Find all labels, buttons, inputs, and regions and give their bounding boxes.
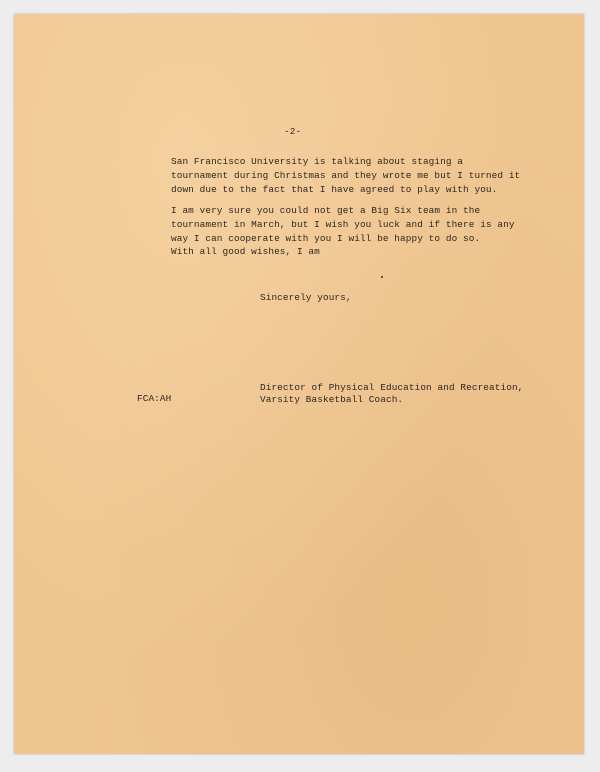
signer-title-line: Director of Physical Education and Recreation,: [260, 382, 524, 393]
paragraph-1-line: tournament during Christmas and they wrote me but I turned it: [171, 170, 521, 181]
paragraph-3: With all good wishes, I am: [171, 246, 320, 257]
closing: Sincerely yours,: [260, 292, 352, 303]
paragraph-2-line: tournament in March, but I wish you luck and if there is any: [171, 219, 515, 230]
letter-paper: [14, 14, 584, 754]
page-number: -2-: [284, 126, 302, 137]
ink-speck: [381, 276, 383, 278]
reference-initials: FCA:AH: [137, 393, 172, 404]
signer-title-line: Varsity Basketball Coach.: [260, 394, 404, 405]
paragraph-2-line: way I can cooperate with you I will be happy to do so.: [171, 233, 481, 244]
paragraph-1-line: down due to the fact that I have agreed to play with you.: [171, 184, 498, 195]
paragraph-2: [171, 204, 515, 246]
signer-title: [260, 382, 523, 406]
paragraph-1-line: San Francisco University is talking about staging a: [171, 156, 464, 167]
paragraph-2-line: I am very sure you could not get a Big Six team in the: [171, 205, 481, 216]
paragraph-1: [171, 155, 520, 197]
